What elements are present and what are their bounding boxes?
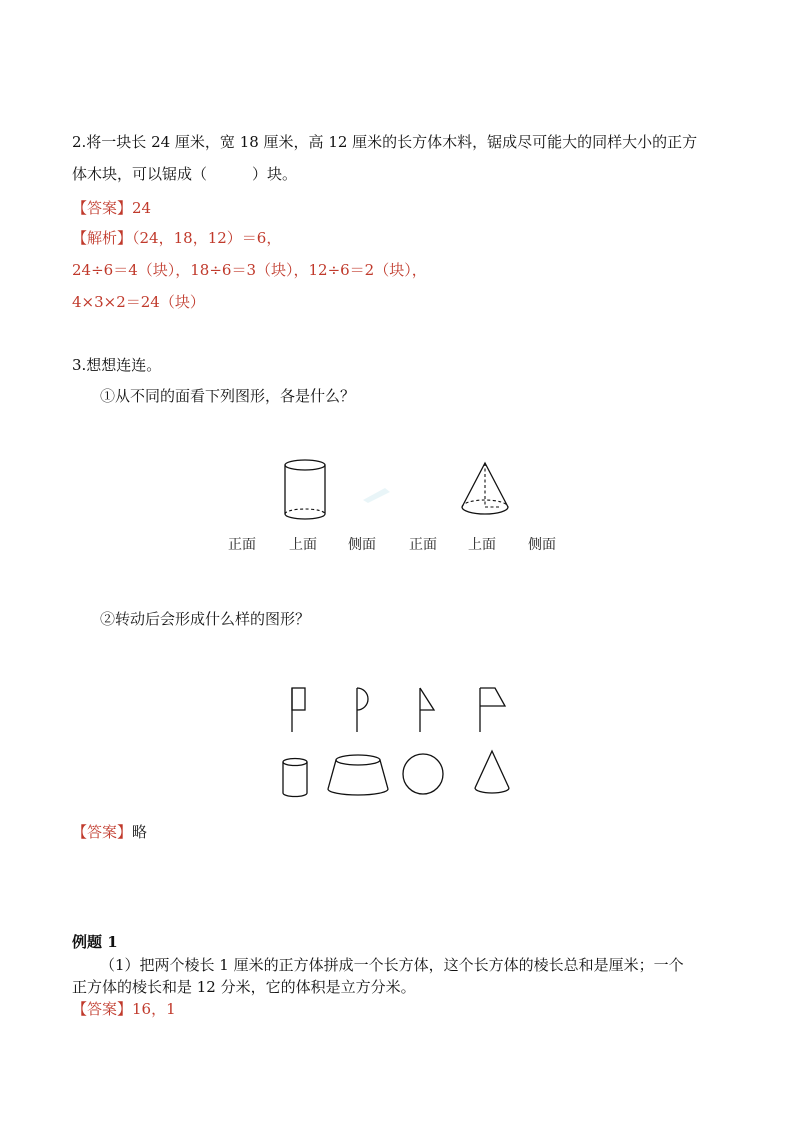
answer-value: 略 bbox=[132, 823, 148, 841]
example-1-answer bbox=[72, 999, 176, 1019]
answer-value: 16，1 bbox=[132, 1000, 176, 1018]
rotation-flags bbox=[270, 680, 530, 735]
result-solids bbox=[270, 745, 530, 805]
analysis-line-2: 24÷6＝4（块），18÷6＝3（块），12÷6＝2（块）， bbox=[72, 261, 427, 279]
frustum-figure bbox=[328, 755, 388, 795]
view-label-top-1: 上面 bbox=[289, 537, 317, 553]
triangle-flag bbox=[420, 688, 434, 732]
analysis-line-3: 4×3×2＝24（块） bbox=[72, 293, 205, 311]
view-label-top-2: 上面 bbox=[468, 537, 496, 553]
analysis-line-1: （24，18，12）＝6， bbox=[132, 229, 282, 247]
q3-sub-1: ①从不同的面看下列图形，各是什么？ bbox=[100, 387, 356, 405]
answer-tag: 【答案】 bbox=[72, 823, 133, 841]
view-label-side-2: 侧面 bbox=[528, 537, 556, 553]
view-label-side-1: 侧面 bbox=[348, 537, 376, 553]
example-1-title: 例题 1 bbox=[72, 933, 118, 951]
answer-tag: 【答案】 bbox=[72, 1000, 133, 1018]
faint-mark bbox=[363, 488, 390, 503]
cone-figure bbox=[462, 463, 508, 514]
small-cylinder-figure bbox=[283, 759, 307, 797]
q2-analysis bbox=[72, 228, 281, 248]
q3-sub-2: ②转动后会形成什么样的图形？ bbox=[100, 610, 311, 628]
analysis-tag: 【解析】 bbox=[72, 229, 133, 247]
view-label-front-2: 正面 bbox=[409, 537, 437, 553]
answer-tag: 【答案】 bbox=[72, 199, 133, 217]
cylinder-figure bbox=[285, 460, 325, 519]
q2-answer bbox=[72, 198, 151, 218]
q3-answer bbox=[72, 822, 147, 842]
sphere-figure bbox=[403, 754, 443, 794]
semicircle-flag bbox=[357, 688, 368, 732]
example-1-line-2: 正方体的棱长和是 12 分米，它的体积是立方分米。 bbox=[72, 978, 416, 996]
answer-value: 24 bbox=[132, 199, 152, 217]
trapezoid-flag bbox=[480, 688, 505, 732]
small-cone-figure bbox=[475, 751, 509, 793]
q2-line-2: 体木块，可以锯成（ ）块。 bbox=[72, 165, 298, 183]
solid-figures bbox=[280, 455, 530, 525]
q3-title: 3.想想连连。 bbox=[72, 356, 162, 374]
q2-line-1: 2.将一块长 24 厘米，宽 18 厘米，高 12 厘米的长方体木料，锯成尽可能大的同样大小的正方 bbox=[72, 133, 698, 151]
rectangle-flag bbox=[292, 688, 305, 732]
view-label-front-1: 正面 bbox=[228, 537, 256, 553]
example-1-line-1: （1）把两个棱长 1 厘米的正方体拼成一个长方体，这个长方体的棱长总和是厘米；一个 bbox=[100, 956, 684, 974]
